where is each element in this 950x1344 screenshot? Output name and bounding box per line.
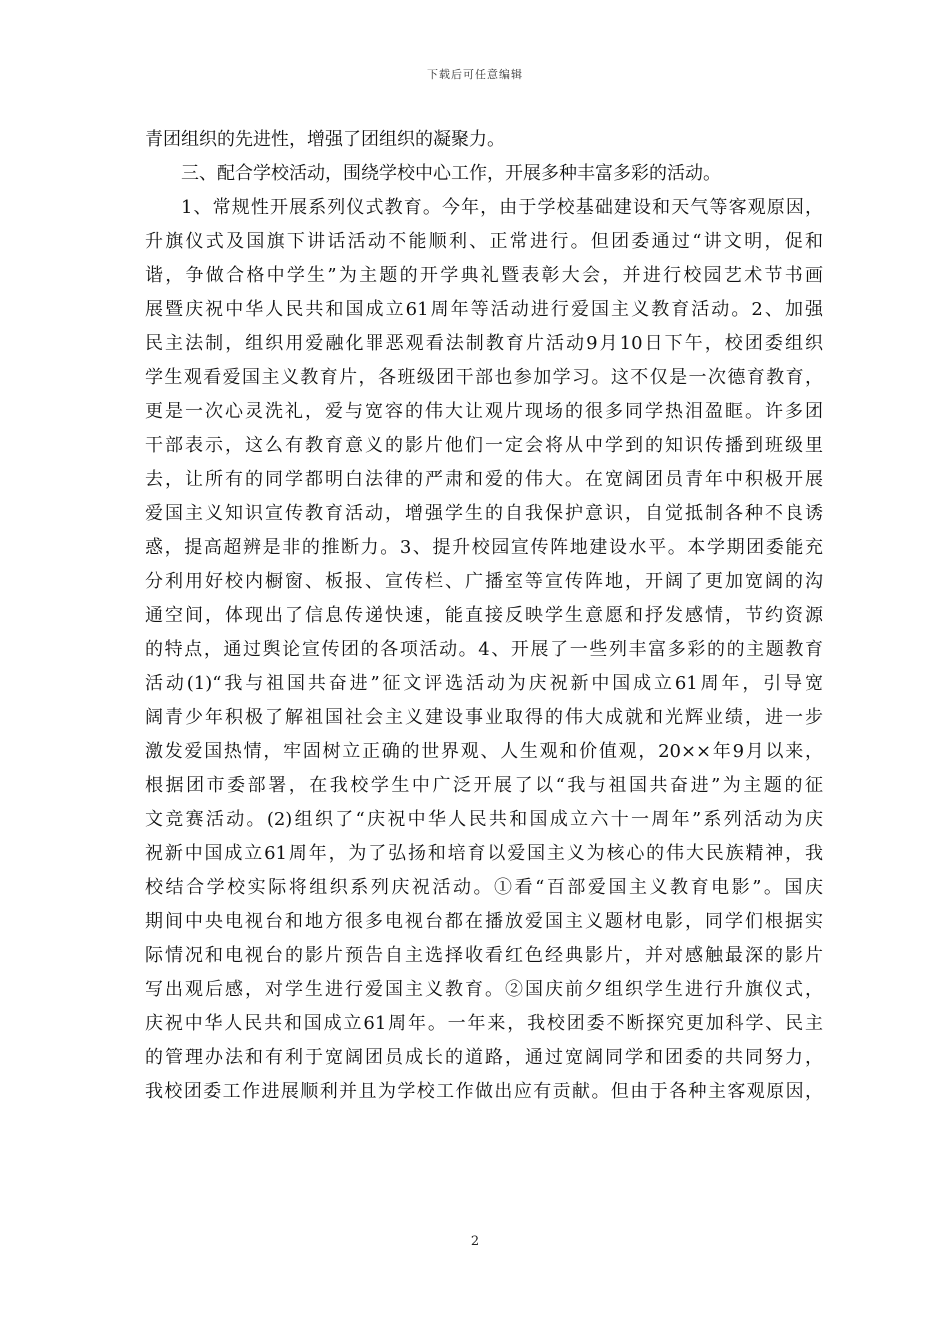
paragraph-line: 学生观看爱国主义教育片，各班级团干部也参加学习。这不仅是一次德育教育， xyxy=(145,367,823,388)
paragraph-line: 干部表示，这么有教育意义的影片他们一定会将从中学到的知识传播到班级里 xyxy=(145,435,823,456)
page-header: 下载后可任意编辑 xyxy=(427,68,523,81)
paragraph-line: 爱国主义知识宣传教育活动，增强学生的自我保护意识，自觉抵制各种不良诱 xyxy=(145,503,823,524)
paragraph-line: 写出观后感，对学生进行爱国主义教育。②国庆前夕组织学生进行升旗仪式， xyxy=(145,979,823,1000)
paragraph-line: 活动(1)“我与祖国共奋进”征文评选活动为庆祝新中国成立61周年，引导宽 xyxy=(145,673,823,694)
paragraph-line: 展暨庆祝中华人民共和国成立61周年等活动进行爱国主义教育活动。2、加强 xyxy=(145,299,823,320)
paragraph-line: 分利用好校内橱窗、板报、宣传栏、广播室等宣传阵地，开阔了更加宽阔的沟 xyxy=(145,571,823,592)
paragraph-line: 更是一次心灵洗礼，爱与宽容的伟大让观片现场的很多同学热泪盈眶。许多团 xyxy=(145,401,823,422)
paragraph-line: 民主法制，组织用爱融化罪恶观看法制教育片活动9月10日下午，校团委组织 xyxy=(145,333,823,354)
document-body xyxy=(145,123,823,1109)
paragraph-line: 期间中央电视台和地方很多电视台都在播放爱国主义题材电影，同学们根据实 xyxy=(145,911,823,932)
paragraph-line: 祝新中国成立61周年，为了弘扬和培育以爱国主义为核心的伟大民族精神，我 xyxy=(145,843,823,864)
paragraph-line: 升旗仪式及国旗下讲话活动不能顺利、正常进行。但团委通过“讲文明，促和 xyxy=(145,231,823,252)
paragraph-line: 的特点，通过舆论宣传团的各项活动。4、开展了一些列丰富多彩的的主题教育 xyxy=(145,639,823,660)
paragraph-line: 惑，提高超辨是非的推断力。3、提升校园宣传阵地建设水平。本学期团委能充 xyxy=(145,537,823,558)
paragraph-line: 际情况和电视台的影片预告自主选择收看红色经典影片，并对感触最深的影片 xyxy=(145,945,823,966)
paragraph-line: 1、常规性开展系列仪式教育。今年，由于学校基础建设和天气等客观原因， xyxy=(181,197,823,218)
paragraph-line: 校结合学校实际将组织系列庆祝活动。①看“百部爱国主义教育电影”。国庆 xyxy=(145,877,823,898)
paragraph-line: 激发爱国热情，牢固树立正确的世界观、人生观和价值观，20××年9月以来， xyxy=(145,741,823,762)
paragraph-line: 去，让所有的同学都明白法律的严肃和爱的伟大。在宽阔团员青年中积极开展 xyxy=(145,469,823,490)
paragraph-line: 阔青少年积极了解祖国社会主义建设事业取得的伟大成就和光辉业绩，进一步 xyxy=(145,707,823,728)
paragraph-line: 青团组织的先进性，增强了团组织的凝聚力。 xyxy=(145,129,505,150)
paragraph-line: 文竞赛活动。(2)组织了“庆祝中华人民共和国成立六十一周年”系列活动为庆 xyxy=(145,809,823,830)
paragraph-line: 根据团市委部署，在我校学生中广泛开展了以“我与祖国共奋进”为主题的征 xyxy=(145,775,823,796)
paragraph-line: 我校团委工作进展顺利并且为学校工作做出应有贡献。但由于各种主客观原因， xyxy=(145,1081,823,1102)
page-number: 2 xyxy=(470,1234,480,1249)
paragraph-line: 通空间，体现出了信息传递快速，能直接反映学生意愿和抒发感情，节约资源 xyxy=(145,605,823,626)
section-heading: 三、配合学校活动，围绕学校中心工作，开展多种丰富多彩的活动。 xyxy=(181,163,721,184)
paragraph-line: 的管理办法和有利于宽阔团员成长的道路，通过宽阔同学和团委的共同努力， xyxy=(145,1047,823,1068)
paragraph-line: 谐，争做合格中学生”为主题的开学典礼暨表彰大会，并进行校园艺术节书画 xyxy=(145,265,823,286)
paragraph-line: 庆祝中华人民共和国成立61周年。一年来，我校团委不断探究更加科学、民主 xyxy=(145,1013,823,1034)
